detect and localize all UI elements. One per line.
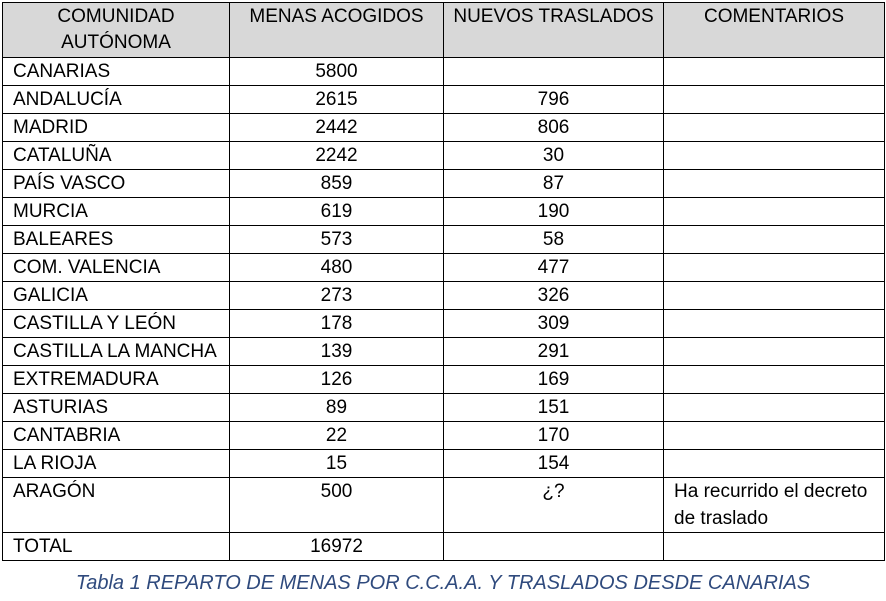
cell-menas-acogidos: 5800 xyxy=(230,58,444,86)
cell-menas-acogidos: 273 xyxy=(230,282,444,310)
cell-menas-acogidos: 2242 xyxy=(230,142,444,170)
table-row xyxy=(3,366,885,394)
cell-region: CATALUÑA xyxy=(3,142,230,170)
menas-table xyxy=(2,2,885,561)
cell-menas-acogidos: 619 xyxy=(230,198,444,226)
cell-menas-acogidos: 89 xyxy=(230,394,444,422)
table-row xyxy=(3,422,885,450)
cell-nuevos-traslados: 309 xyxy=(444,310,664,338)
cell-region: GALICIA xyxy=(3,282,230,310)
cell-nuevos-traslados: 326 xyxy=(444,282,664,310)
document-page xyxy=(2,2,884,561)
table-row xyxy=(3,86,885,114)
cell-comentarios xyxy=(664,310,885,338)
cell-region: ARAGÓN xyxy=(3,478,230,533)
cell-menas-acogidos: 859 xyxy=(230,170,444,198)
cell-comentarios xyxy=(664,394,885,422)
cell-region: CANARIAS xyxy=(3,58,230,86)
cell-comentarios: Ha recurrido el decreto de traslado xyxy=(664,478,885,533)
table-row xyxy=(3,114,885,142)
cell-region: ANDALUCÍA xyxy=(3,86,230,114)
cell-comentarios xyxy=(664,450,885,478)
cell-region: MADRID xyxy=(3,114,230,142)
cell-comentarios xyxy=(664,254,885,282)
table-row xyxy=(3,338,885,366)
cell-comentarios xyxy=(664,198,885,226)
cell-comentarios xyxy=(664,142,885,170)
cell-nuevos-traslados: 190 xyxy=(444,198,664,226)
table-row xyxy=(3,254,885,282)
cell-menas-acogidos: 16972 xyxy=(230,533,444,561)
cell-nuevos-traslados: 806 xyxy=(444,114,664,142)
cell-comentarios xyxy=(664,338,885,366)
table-row xyxy=(3,450,885,478)
table-row xyxy=(3,478,885,533)
cell-comentarios xyxy=(664,58,885,86)
cell-region: ASTURIAS xyxy=(3,394,230,422)
cell-comentarios xyxy=(664,422,885,450)
cell-menas-acogidos: 500 xyxy=(230,478,444,533)
cell-nuevos-traslados xyxy=(444,533,664,561)
table-caption: Tabla 1 REPARTO DE MENAS POR C.C.A.A. Y TRASLADOS DESDE CANARIAS xyxy=(75,572,811,594)
cell-nuevos-traslados xyxy=(444,58,664,86)
cell-menas-acogidos: 480 xyxy=(230,254,444,282)
cell-region: EXTREMADURA xyxy=(3,366,230,394)
table-row xyxy=(3,394,885,422)
cell-menas-acogidos: 2615 xyxy=(230,86,444,114)
cell-region: BALEARES xyxy=(3,226,230,254)
cell-region: LA RIOJA xyxy=(3,450,230,478)
cell-region: TOTAL xyxy=(3,533,230,561)
table-row xyxy=(3,58,885,86)
header-comentarios: COMENTARIOS xyxy=(664,3,885,58)
cell-region: CASTILLA LA MANCHA xyxy=(3,338,230,366)
cell-region: COM. VALENCIA xyxy=(3,254,230,282)
cell-nuevos-traslados: 796 xyxy=(444,86,664,114)
cell-nuevos-traslados: 477 xyxy=(444,254,664,282)
cell-nuevos-traslados: 154 xyxy=(444,450,664,478)
cell-comentarios xyxy=(664,114,885,142)
cell-menas-acogidos: 126 xyxy=(230,366,444,394)
cell-comentarios xyxy=(664,86,885,114)
table-row xyxy=(3,170,885,198)
cell-region: PAÍS VASCO xyxy=(3,170,230,198)
cell-comentarios xyxy=(664,533,885,561)
table-header xyxy=(3,3,885,58)
cell-menas-acogidos: 573 xyxy=(230,226,444,254)
table-row xyxy=(3,226,885,254)
cell-nuevos-traslados: 291 xyxy=(444,338,664,366)
table-row xyxy=(3,310,885,338)
table-row xyxy=(3,142,885,170)
cell-nuevos-traslados: 151 xyxy=(444,394,664,422)
cell-menas-acogidos: 139 xyxy=(230,338,444,366)
header-row xyxy=(3,3,885,58)
cell-menas-acogidos: 22 xyxy=(230,422,444,450)
cell-region: CASTILLA Y LEÓN xyxy=(3,310,230,338)
table-row xyxy=(3,198,885,226)
header-menas-acogidos: MENAS ACOGIDOS xyxy=(230,3,444,58)
header-comunidad: COMUNIDAD AUTÓNOMA xyxy=(3,3,230,58)
cell-menas-acogidos: 15 xyxy=(230,450,444,478)
cell-nuevos-traslados: 58 xyxy=(444,226,664,254)
cell-region: CANTABRIA xyxy=(3,422,230,450)
cell-comentarios xyxy=(664,226,885,254)
cell-nuevos-traslados: 169 xyxy=(444,366,664,394)
cell-nuevos-traslados: ¿? xyxy=(444,478,664,533)
table-row xyxy=(3,282,885,310)
header-nuevos-traslados: NUEVOS TRASLADOS xyxy=(444,3,664,58)
cell-comentarios xyxy=(664,170,885,198)
cell-nuevos-traslados: 170 xyxy=(444,422,664,450)
cell-nuevos-traslados: 30 xyxy=(444,142,664,170)
cell-comentarios xyxy=(664,282,885,310)
cell-nuevos-traslados: 87 xyxy=(444,170,664,198)
table-body xyxy=(3,58,885,561)
cell-menas-acogidos: 2442 xyxy=(230,114,444,142)
table-row xyxy=(3,533,885,561)
cell-menas-acogidos: 178 xyxy=(230,310,444,338)
cell-region: MURCIA xyxy=(3,198,230,226)
cell-comentarios xyxy=(664,366,885,394)
